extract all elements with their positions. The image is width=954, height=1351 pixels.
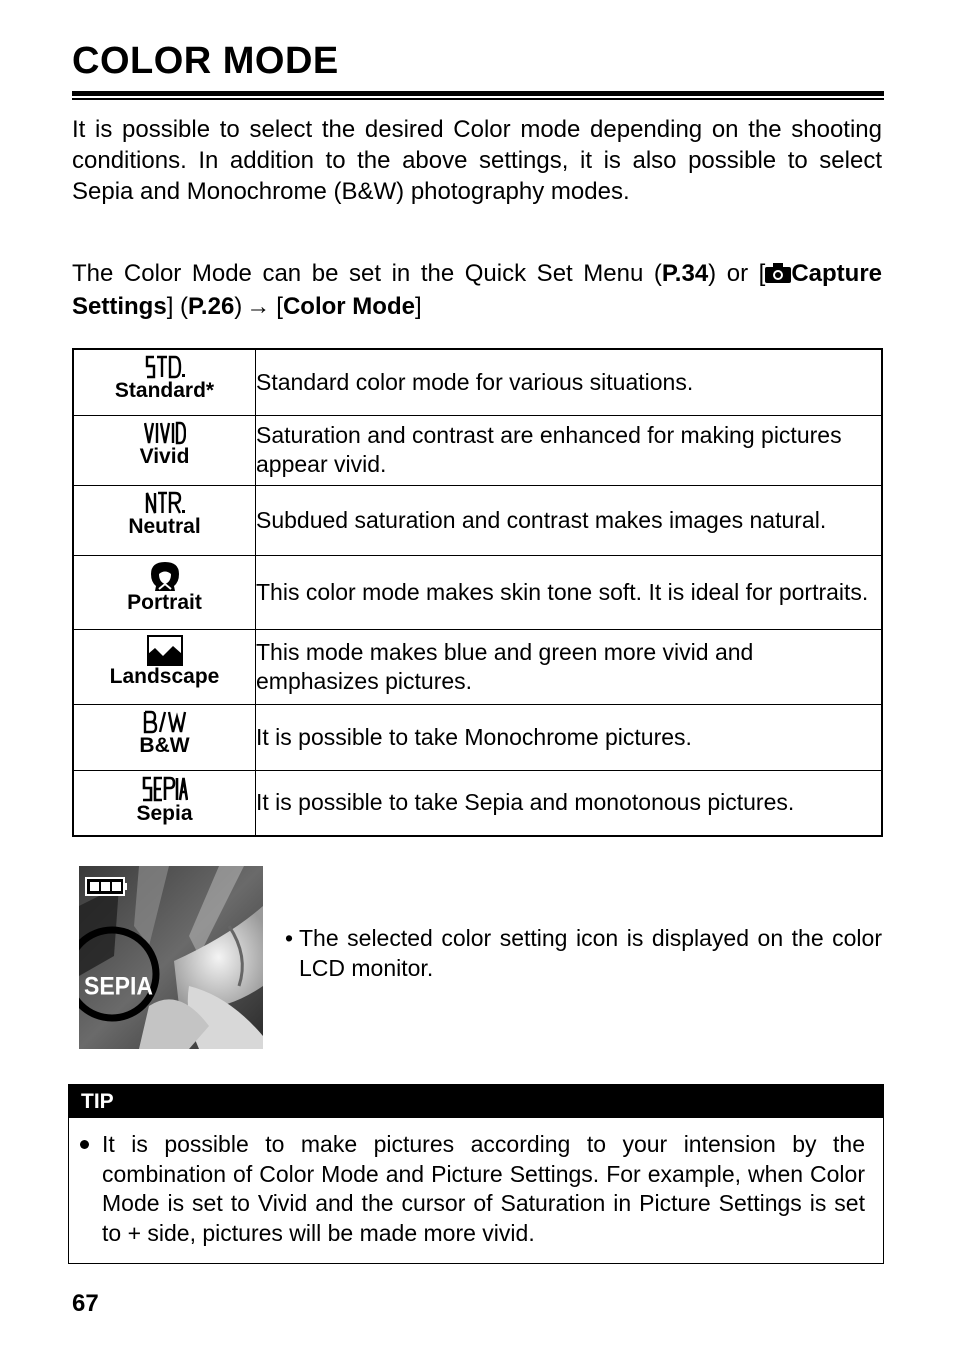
mode-label: B&W xyxy=(139,733,190,757)
mode-label: Neutral xyxy=(128,514,201,538)
mode-label: Sepia xyxy=(136,801,193,825)
bullet-icon xyxy=(80,1140,89,1149)
title-rule xyxy=(72,91,884,96)
page-title: COLOR MODE xyxy=(72,40,339,82)
mode-description: Standard color mode for various situations. xyxy=(256,349,883,415)
intro-paragraph: It is possible to select the desired Color mode depending on the shooting conditions. In addition to the above settings, it is also possible to select Sepia and Monochrome (B&W) photography modes. xyxy=(72,116,882,205)
table-row xyxy=(73,555,882,629)
sepia-icon xyxy=(142,775,188,803)
mode-label: Vivid xyxy=(139,444,190,468)
path-close-bracket: ] ( xyxy=(166,293,189,320)
color-mode-label: Color Mode xyxy=(282,293,415,320)
color-mode-table xyxy=(72,348,883,837)
bw-icon xyxy=(143,709,187,735)
tip-box xyxy=(68,1084,884,1264)
bullet: • xyxy=(285,925,294,951)
mode-description: It is possible to take Sepia and monotonous pictures. xyxy=(256,770,883,836)
table-row xyxy=(73,349,882,415)
mode-cell-vivid xyxy=(73,415,256,485)
capture-settings-label: Capture Settings xyxy=(72,260,883,320)
mode-label: Landscape xyxy=(109,664,220,688)
mode-cell-sepia xyxy=(73,770,256,836)
mode-label: Standard* xyxy=(114,379,215,402)
landscape-icon xyxy=(147,634,183,666)
camera-icon xyxy=(765,260,791,291)
table-row xyxy=(73,415,882,485)
portrait-icon xyxy=(147,560,183,592)
lcd-note xyxy=(285,923,882,983)
mode-cell-portrait xyxy=(73,555,256,629)
std-icon xyxy=(145,354,185,380)
arrow-icon: → xyxy=(246,293,271,320)
mode-description: This color mode makes skin tone soft. It is ideal for portraits. xyxy=(256,555,883,629)
mode-description: Saturation and contrast are enhanced for making pictures appear vivid. xyxy=(256,415,883,485)
table-row xyxy=(73,704,882,770)
tip-body xyxy=(69,1118,883,1248)
table-row xyxy=(73,629,882,704)
ntr-icon xyxy=(145,490,185,516)
path-prefix: The Color Mode can be set in the Quick Set Menu ( xyxy=(72,260,662,287)
mode-cell-neutral xyxy=(73,485,256,555)
mode-cell-standard xyxy=(73,349,256,415)
path-open-bracket: [ xyxy=(276,293,283,320)
tip-text: It is possible to make pictures according to your intension by the combination of Color Mode and Picture Settings. For example, when Color Mode is set to Vivid and the cursor of Saturation in Picture Settings is set to + side, pictures will be made more vivid. xyxy=(102,1131,865,1246)
mode-description: It is possible to take Monochrome pictures. xyxy=(256,704,883,770)
menu-path-paragraph xyxy=(72,258,882,322)
mode-description: Subdued saturation and contrast makes images natural. xyxy=(256,485,883,555)
page-ref-capture: P.26 xyxy=(188,293,235,320)
path-mid: ) or [ xyxy=(708,260,766,287)
path-close-paren: ) xyxy=(234,293,243,320)
page-number: 67 xyxy=(72,1290,99,1317)
lcd-note-text: The selected color setting icon is displayed on the color LCD monitor. xyxy=(299,925,882,981)
lcd-overlay-text: SEPIA xyxy=(84,972,153,1001)
table-row xyxy=(73,770,882,836)
lcd-monitor-sample xyxy=(79,866,263,1049)
battery-icon xyxy=(86,878,127,895)
mode-cell-bw xyxy=(73,704,256,770)
mode-label: Portrait xyxy=(127,590,202,614)
mode-description: This mode makes blue and green more vivid and emphasizes pictures. xyxy=(256,629,883,704)
page-ref-quick-set: P.34 xyxy=(661,260,709,287)
vivid-icon xyxy=(144,420,186,446)
table-row xyxy=(73,485,882,555)
tip-heading: TIP xyxy=(69,1085,883,1118)
mode-cell-landscape xyxy=(73,629,256,704)
title-rule-thin xyxy=(72,98,884,100)
path-end-bracket: ] xyxy=(414,293,422,320)
